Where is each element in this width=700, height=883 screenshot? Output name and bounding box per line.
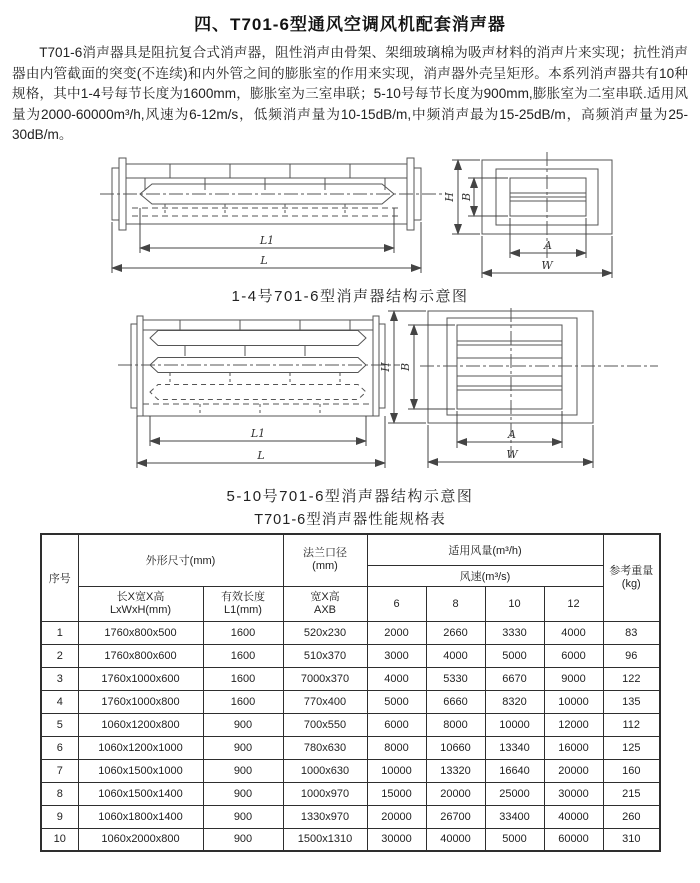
spec-table-cell: 16000 <box>544 736 603 759</box>
dim-label-B: B <box>460 192 473 201</box>
col-header-effective-length: 有效长度 L1(mm) <box>203 586 283 621</box>
spec-table-cell: 1600 <box>203 690 283 713</box>
col-header-flange: 法兰口径 (mm) <box>283 534 367 587</box>
col-header-lwh: 长X宽X高 LxWxH(mm) <box>78 586 203 621</box>
spec-table-cell: 15000 <box>367 782 426 805</box>
spec-table-cell: 112 <box>603 713 660 736</box>
spec-table-cell: 900 <box>203 828 283 851</box>
spec-table-row <box>41 667 660 690</box>
spec-table-cell: 9 <box>41 805 78 828</box>
spec-table-cell: 10000 <box>544 690 603 713</box>
spec-table-cell: 122 <box>603 667 660 690</box>
spec-table-cell: 40000 <box>544 805 603 828</box>
spec-table-cell: 780x630 <box>283 736 367 759</box>
cross-section-view <box>420 308 658 458</box>
col-header-speed-12: 12 <box>544 586 603 621</box>
silencer-side-view <box>100 158 447 230</box>
spec-table-cell: 1760x800x500 <box>78 621 203 644</box>
spec-table-cell: 1760x800x600 <box>78 644 203 667</box>
col-header-airflow: 适用风量(m³/h) <box>367 534 603 566</box>
spec-table-cell: 1760x1000x600 <box>78 667 203 690</box>
spec-table-cell: 1500x1310 <box>283 828 367 851</box>
spec-table-cell: 135 <box>603 690 660 713</box>
spec-table-row <box>41 759 660 782</box>
spec-table-row <box>41 713 660 736</box>
spec-table-cell: 20000 <box>426 782 485 805</box>
dim-label-L: L <box>260 253 268 267</box>
col-header-speed-6: 6 <box>367 586 426 621</box>
figure1 <box>0 150 700 284</box>
spec-table-cell: 5000 <box>367 690 426 713</box>
spec-table-cell: 6670 <box>485 667 544 690</box>
spec-table-cell: 125 <box>603 736 660 759</box>
spec-table-cell: 13320 <box>426 759 485 782</box>
dim-label-H: H <box>443 191 456 202</box>
spec-table-cell: 3000 <box>367 644 426 667</box>
dim-label-L: L <box>257 448 265 462</box>
spec-table-cell: 3330 <box>485 621 544 644</box>
spec-table-cell: 10000 <box>485 713 544 736</box>
spec-table-cell: 8000 <box>367 736 426 759</box>
spec-table-row <box>41 782 660 805</box>
figure1-caption: 1-4号701-6型消声器结构示意图 <box>231 287 469 305</box>
spec-table-cell: 6 <box>41 736 78 759</box>
spec-table-row <box>41 736 660 759</box>
spec-table-cell: 1060x1500x1000 <box>78 759 203 782</box>
spec-table-cell: 900 <box>203 805 283 828</box>
spec-table-row <box>41 805 660 828</box>
spec-table-cell: 8320 <box>485 690 544 713</box>
spec-table-cell: 20000 <box>544 759 603 782</box>
silencer-side-view <box>118 316 400 416</box>
spec-table-cell: 1060x1800x1400 <box>78 805 203 828</box>
spec-table-cell: 2 <box>41 644 78 667</box>
dim-label-H: H <box>379 361 392 372</box>
spec-table-cell: 510x370 <box>283 644 367 667</box>
page-title: 四、T701-6型通风空调风机配套消声器 <box>194 15 506 34</box>
spec-table-cell: 260 <box>603 805 660 828</box>
spec-table-cell: 1600 <box>203 667 283 690</box>
spec-table-cell: 40000 <box>426 828 485 851</box>
spec-table-cell: 1600 <box>203 621 283 644</box>
figure2 <box>0 308 700 484</box>
figure2-caption: 5-10号701-6型消声器结构示意图 <box>226 487 474 505</box>
dim-label-A: A <box>508 427 516 441</box>
spec-table-cell: 5 <box>41 713 78 736</box>
spec-table-cell: 4000 <box>426 644 485 667</box>
spec-table-cell: 1060x2000x800 <box>78 828 203 851</box>
dim-label-W: W <box>541 258 553 272</box>
spec-table-cell: 2000 <box>367 621 426 644</box>
col-header-outline: 外形尺寸(mm) <box>78 534 283 587</box>
spec-table-cell: 310 <box>603 828 660 851</box>
spec-table-cell: 6660 <box>426 690 485 713</box>
col-header-weight: 参考重量 (kg) <box>603 534 660 622</box>
spec-table-cell: 25000 <box>485 782 544 805</box>
spec-table-cell: 13340 <box>485 736 544 759</box>
figure2-drawing <box>0 308 700 484</box>
spec-table-cell: 900 <box>203 713 283 736</box>
spec-table-cell: 215 <box>603 782 660 805</box>
spec-table-cell: 5330 <box>426 667 485 690</box>
spec-table-cell: 5000 <box>485 828 544 851</box>
spec-table-cell: 26700 <box>426 805 485 828</box>
dim-label-B: B <box>399 362 412 371</box>
spec-table-title: T701-6型消声器性能规格表 <box>254 511 446 528</box>
figure1-drawing <box>0 150 700 284</box>
spec-table-row <box>41 828 660 851</box>
spec-table-cell: 1760x1000x800 <box>78 690 203 713</box>
dim-label-L1: L1 <box>250 426 266 440</box>
spec-table-row <box>41 644 660 667</box>
spec-table-cell: 7000x370 <box>283 667 367 690</box>
spec-table-body <box>41 621 660 851</box>
spec-table-cell: 520x230 <box>283 621 367 644</box>
spec-table-cell: 60000 <box>544 828 603 851</box>
spec-table-cell: 8000 <box>426 713 485 736</box>
spec-table-cell: 10 <box>41 828 78 851</box>
spec-table-cell: 10660 <box>426 736 485 759</box>
spec-table-cell: 160 <box>603 759 660 782</box>
spec-table-cell: 900 <box>203 736 283 759</box>
spec-table-row <box>41 621 660 644</box>
spec-table-cell: 4 <box>41 690 78 713</box>
dim-label-W: W <box>506 447 518 461</box>
spec-table-cell: 6000 <box>367 713 426 736</box>
dim-label-L1: L1 <box>259 233 275 247</box>
col-header-speed-10: 10 <box>485 586 544 621</box>
col-header-axb: 宽X高 AXB <box>283 586 367 621</box>
spec-table-cell: 33400 <box>485 805 544 828</box>
col-header-speed: 风速(m³/s) <box>367 565 603 586</box>
spec-table-cell: 1330x970 <box>283 805 367 828</box>
spec-table-cell: 83 <box>603 621 660 644</box>
col-header-speed-8: 8 <box>426 586 485 621</box>
spec-table-cell: 1060x1200x800 <box>78 713 203 736</box>
spec-table-cell: 4000 <box>544 621 603 644</box>
spec-table-cell: 8 <box>41 782 78 805</box>
spec-table-cell: 700x550 <box>283 713 367 736</box>
spec-table-cell: 4000 <box>367 667 426 690</box>
spec-table-cell: 1 <box>41 621 78 644</box>
spec-table-cell: 1600 <box>203 644 283 667</box>
spec-table-cell: 1060x1200x1000 <box>78 736 203 759</box>
spec-table-cell: 12000 <box>544 713 603 736</box>
spec-table-cell: 900 <box>203 759 283 782</box>
spec-table <box>40 533 661 853</box>
spec-table-cell: 7 <box>41 759 78 782</box>
spec-table-cell: 16640 <box>485 759 544 782</box>
spec-table-cell: 30000 <box>544 782 603 805</box>
spec-table-cell: 30000 <box>367 828 426 851</box>
spec-table-cell: 3 <box>41 667 78 690</box>
spec-table-cell: 6000 <box>544 644 603 667</box>
description-paragraph: T701-6消声器具是阻抗复合式消声器，阻性消声由骨架、架细玻璃棉为吸声材料的消声片来实现；抗性消声器由内管截面的突变(不连续)和内外管之间的膨胀室的作用来实现，消声器外壳呈矩形。本系列消声器共有10种规格，其中1-4号每节长度为1600mm，膨胀室为三室串联；5-10号每节长度为900mm,膨胀室为二室串联.适用风量为2000-60000m³/h,风速为6-12m/s，低频消声量为10-15dB/m,中频消声最为15-25dB/m，高频消声量为25-30dB/m。 <box>12 45 688 142</box>
spec-table-cell: 5000 <box>485 644 544 667</box>
spec-table-row <box>41 690 660 713</box>
spec-table-cell: 2660 <box>426 621 485 644</box>
spec-table-cell: 9000 <box>544 667 603 690</box>
spec-table-cell: 1000x970 <box>283 782 367 805</box>
spec-table-cell: 1060x1500x1400 <box>78 782 203 805</box>
spec-table-cell: 770x400 <box>283 690 367 713</box>
spec-table-cell: 96 <box>603 644 660 667</box>
spec-table-cell: 900 <box>203 782 283 805</box>
spec-table-cell: 20000 <box>367 805 426 828</box>
dim-label-A: A <box>544 238 552 252</box>
col-header-serial: 序号 <box>41 534 78 622</box>
spec-table-cell: 1000x630 <box>283 759 367 782</box>
spec-table-cell: 10000 <box>367 759 426 782</box>
